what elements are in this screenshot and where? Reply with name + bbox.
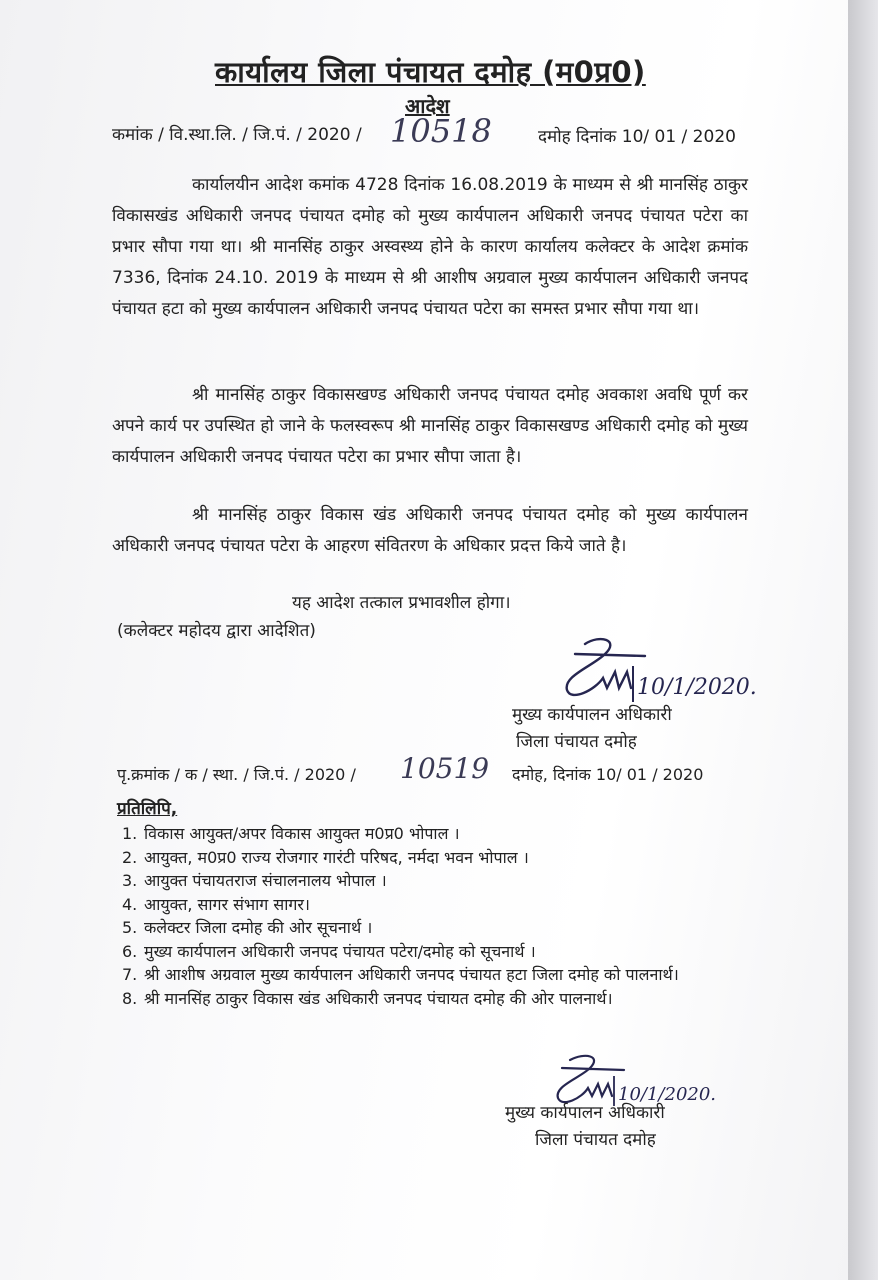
order-paragraph-1: कार्यालयीन आदेश कमांक 4728 दिनांक 16.08.2019 के माध्यम से श्री मानसिंह ठाकुर विकासखंड अधिकारी जनपद पंचायत दमोह को मुख्य कार्यपालन अधिकारी जनपद पंचायत पटेरा का प्रभार सौपा गया था। श्री मानसिंह ठाकुर अस्वस्थ्य होने के कारण कार्यालय कलेक्टर के आदेश क्रमांक 7336, दिनांक 24.10. 2019 के माध्यम से श्री आशीष अग्रवाल मुख्य कार्यपालन अधिकारी जनपद पंचायत हटा को मुख्य कार्यपालन अधिकारी जनपद पंचायत पटेरा का समस्त प्रभार सौपा गया था। <box>112 175 748 319</box>
copy-heading: प्रतिलिपि, <box>117 799 178 819</box>
signatory-office: जिला पंचायत दमोह <box>516 732 637 752</box>
copy-recipient-list <box>122 822 742 1010</box>
signatory-designation: मुख्य कार्यपालन अधिकारी <box>505 1103 665 1123</box>
order-date: दमोह दिनांक 10/ 01 / 2020 <box>538 127 736 147</box>
signature-1-graphic <box>545 632 765 710</box>
effective-statement: यह आदेश तत्काल प्रभावशील होगा। <box>292 593 511 613</box>
order-heading: आदेश <box>405 94 450 118</box>
order-reference-number: कमांक / वि.स्था.लि. / जि.पं. / 2020 / <box>112 125 362 145</box>
page-edge <box>848 0 878 1280</box>
office-title: कार्यालय जिला पंचायत दमोह (म0प्र0) <box>215 55 646 89</box>
signature-block-1 <box>512 702 672 756</box>
order-paragraph-3: श्री मानसिंह ठाकुर विकास खंड अधिकारी जनपद पंचायत दमोह को मुख्य कार्यपालन अधिकारी जनपद पंचायत पटेरा के आहरण संवितरण के अधिकार प्रदत्त किये जाते है। <box>112 505 748 556</box>
list-item: 3. आयुक्त पंचायतराज संचालनालय भोपाल । <box>122 871 387 890</box>
signature-1-date: 10/1/2020. <box>637 675 757 700</box>
collector-note: (कलेक्टर महोदय द्वारा आदेशित) <box>117 621 316 641</box>
list-item: 8. श्री मानसिंह ठाकुर विकास खंड अधिकारी जनपद पंचायत दमोह की ओर पालनार्थ। <box>122 988 613 1008</box>
copy-reference-number: पृ.क्रमांक / क / स्था. / जि.पं. / 2020 / <box>117 765 356 784</box>
signature-2-date: 10/1/2020. <box>618 1084 717 1105</box>
copy-handwritten-reference: 10519 <box>400 752 490 785</box>
list-item: 1. विकास आयुक्त/अपर विकास आयुक्त म0प्र0 भोपाल । <box>122 824 460 843</box>
signatory-office: जिला पंचायत दमोह <box>535 1130 656 1150</box>
list-item: 7. श्री आशीष अग्रवाल मुख्य कार्यपालन अधिकारी जनपद पंचायत हटा जिला दमोह को पालनार्थ। <box>122 965 679 984</box>
signatory-designation: मुख्य कार्यपालन अधिकारी <box>512 705 672 725</box>
list-item: 5. कलेक्टर जिला दमोह की ओर सूचनार्थ । <box>122 918 373 937</box>
signature-block-2 <box>505 1100 665 1154</box>
list-item: 2. आयुक्त, म0प्र0 राज्य रोजगार गारंटी परिषद, नर्मदा भवन भोपाल । <box>122 847 529 867</box>
copy-date: दमोह, दिनांक 10/ 01 / 2020 <box>512 765 704 784</box>
order-paragraph-2: श्री मानसिंह ठाकुर विकासखण्ड अधिकारी जनपद पंचायत दमोह अवकाश अवधि पूर्ण कर अपने कार्य पर उपस्थित हो जाने के फलस्वरूप श्री मानसिंह ठाकुर विकासखण्ड अधिकारी दमोह को मुख्य कार्यपालन अधिकारी जनपद पंचायत पटेरा का प्रभार सौपा जाता है। <box>112 385 748 467</box>
handwritten-reference: 10518 <box>390 112 492 150</box>
list-item: 4. आयुक्त, सागर संभाग सागर। <box>122 894 310 914</box>
list-item: 6. मुख्य कार्यपालन अधिकारी जनपद पंचायत पटेरा/दमोह को सूचनार्थ । <box>122 941 536 961</box>
